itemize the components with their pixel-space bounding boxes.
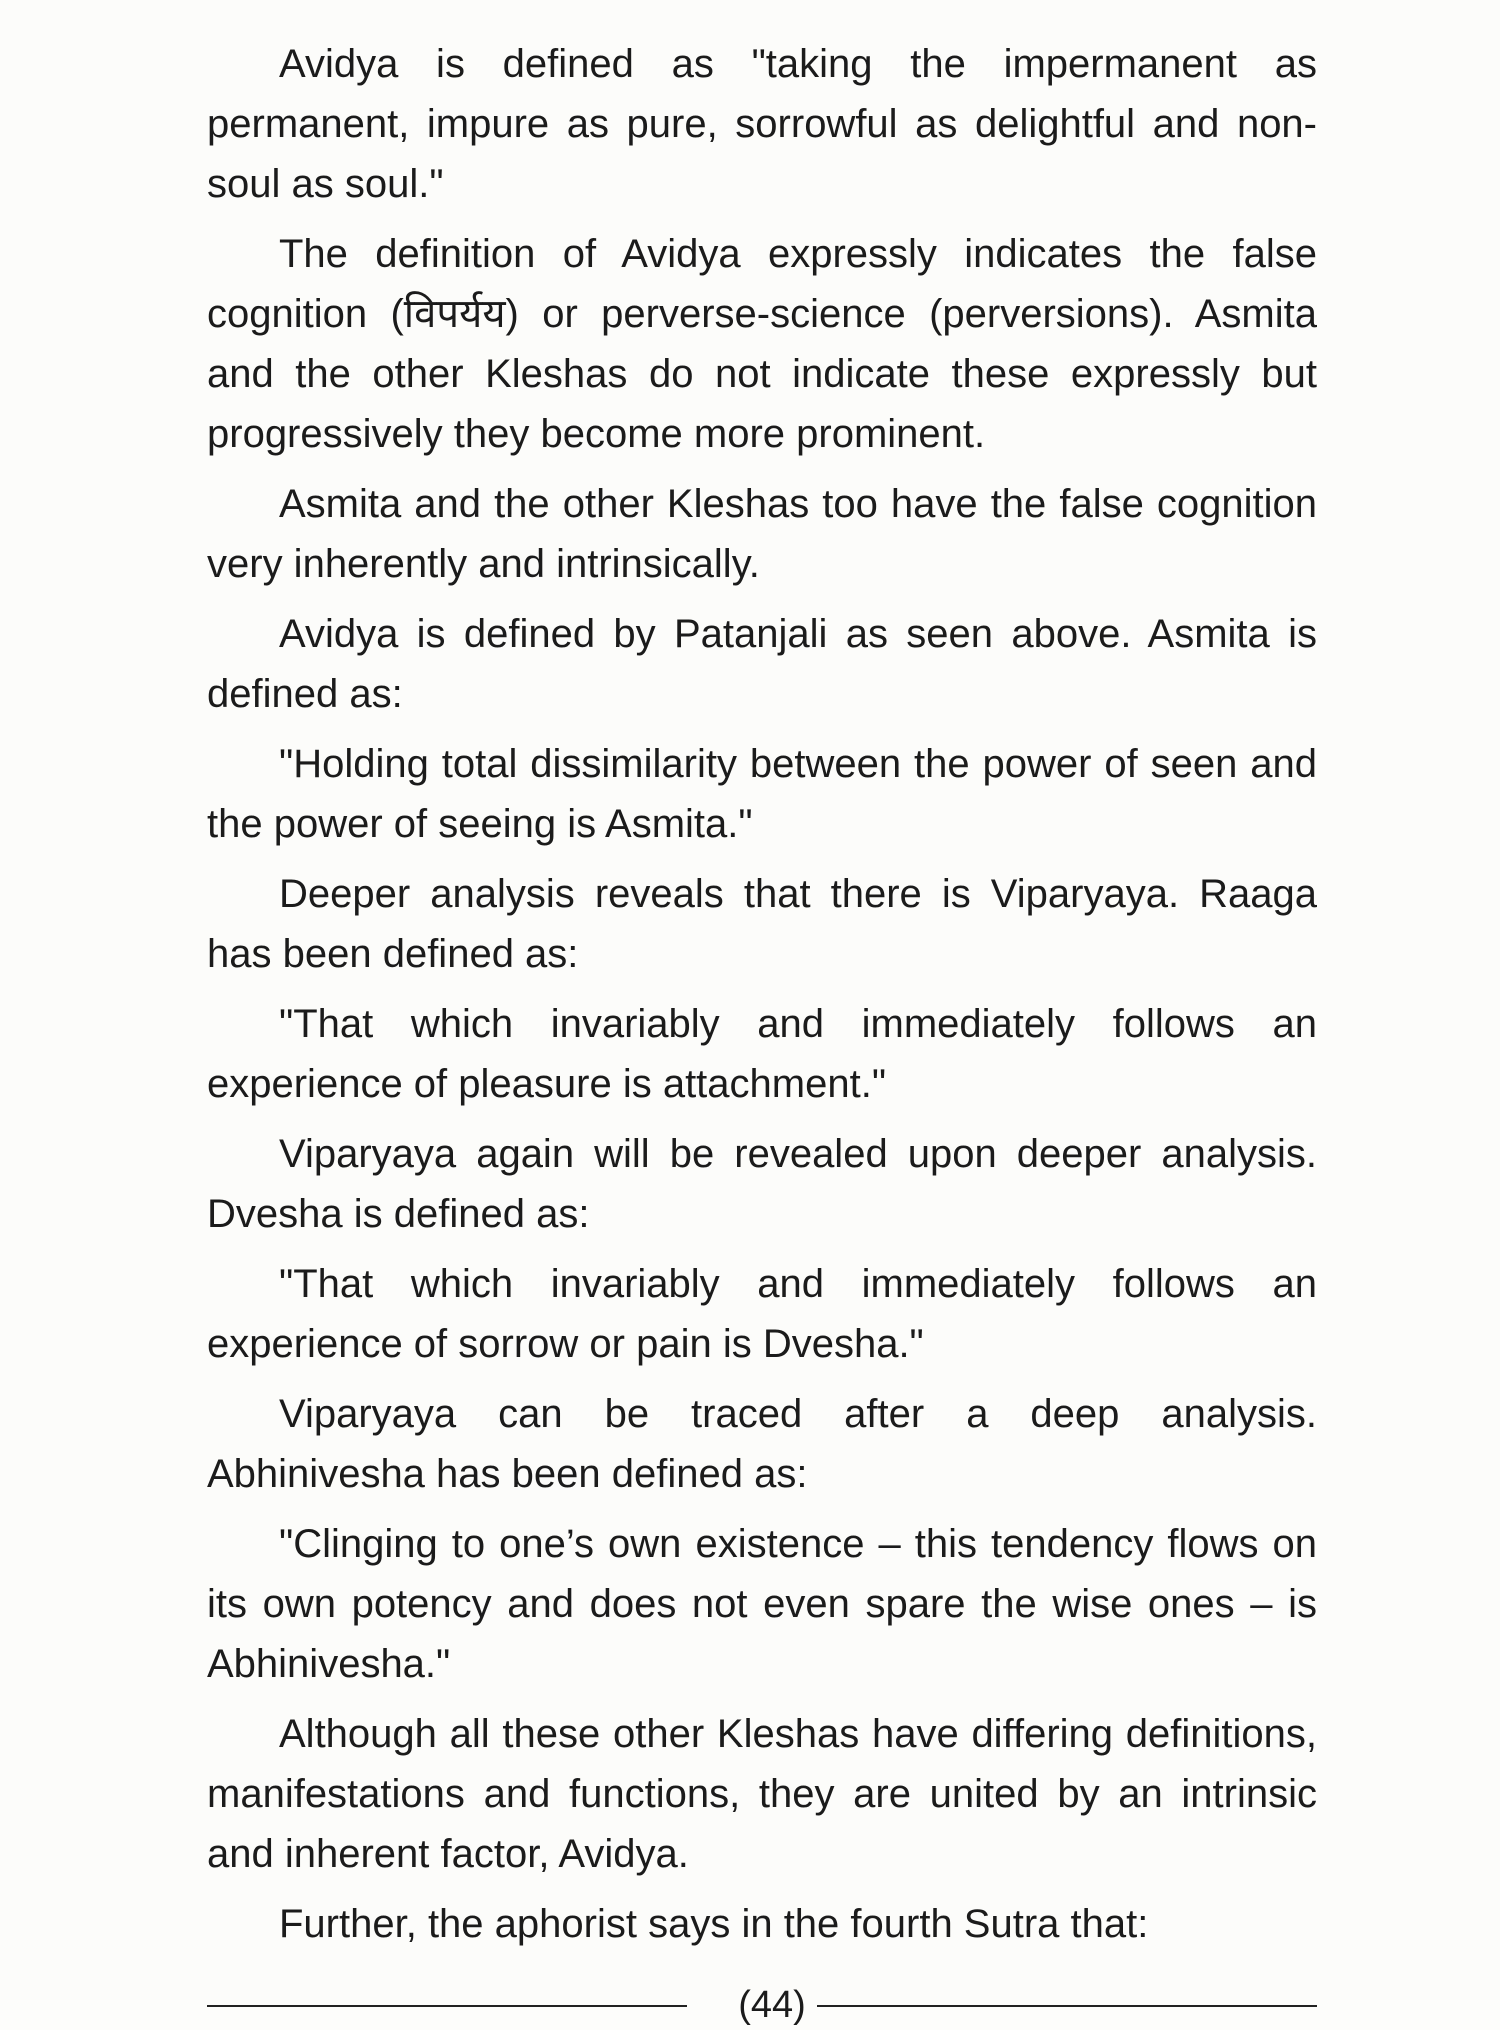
page-number: (44) — [738, 1984, 806, 2026]
paragraph-raaga-intro: Deeper analysis reveals that there is Viparyaya. Raaga has been defined as: — [207, 872, 1317, 976]
paragraph-abhinivesha-intro: Viparyaya can be traced after a deep analysis. Abhinivesha has been defined as: — [207, 1392, 1317, 1496]
body-text — [207, 34, 1317, 1964]
paragraph-asmita-inherent: Asmita and the other Kleshas too have the false cognition very inherently and intrinsically. — [207, 482, 1317, 586]
paragraph-asmita-quote: "Holding total dissimilarity between the power of seen and the power of seeing is Asmita." — [207, 742, 1317, 846]
page-footer — [207, 1980, 1317, 2030]
footer-rule-right — [817, 2005, 1317, 2007]
footer-rule-left — [207, 2005, 687, 2007]
paragraph-dvesha-quote: "That which invariably and immediately follows an experience of sorrow or pain is Dvesha." — [207, 1262, 1317, 1366]
paragraph-avidya-definition: Avidya is defined as "taking the impermanent as permanent, impure as pure, sorrowful as delightful and non-soul as soul." — [207, 42, 1317, 206]
paragraph-false-cognition: The definition of Avidya expressly indicates the false cognition (विपर्यय) or perverse-science (perversions). Asmita and the other Kleshas do not indicate these expressly but progressively they become more prominent. — [207, 232, 1317, 456]
paragraph-asmita-intro: Avidya is defined by Patanjali as seen above. Asmita is defined as: — [207, 612, 1317, 716]
paragraph-raaga-quote: "That which invariably and immediately follows an experience of pleasure is attachment." — [207, 1002, 1317, 1106]
paragraph-fourth-sutra: Further, the aphorist says in the fourth Sutra that: — [279, 1902, 1149, 1946]
paragraph-abhinivesha-quote: "Clinging to one’s own existence – this tendency flows on its own potency and does not even spare the wise ones – is Abhinivesha." — [207, 1522, 1317, 1686]
paragraph-dvesha-intro: Viparyaya again will be revealed upon deeper analysis. Dvesha is defined as: — [207, 1132, 1317, 1236]
paragraph-kleshas-united: Although all these other Kleshas have differing definitions, manifestations and functions, they are united by an intrinsic and inherent factor, Avidya. — [207, 1712, 1317, 1876]
